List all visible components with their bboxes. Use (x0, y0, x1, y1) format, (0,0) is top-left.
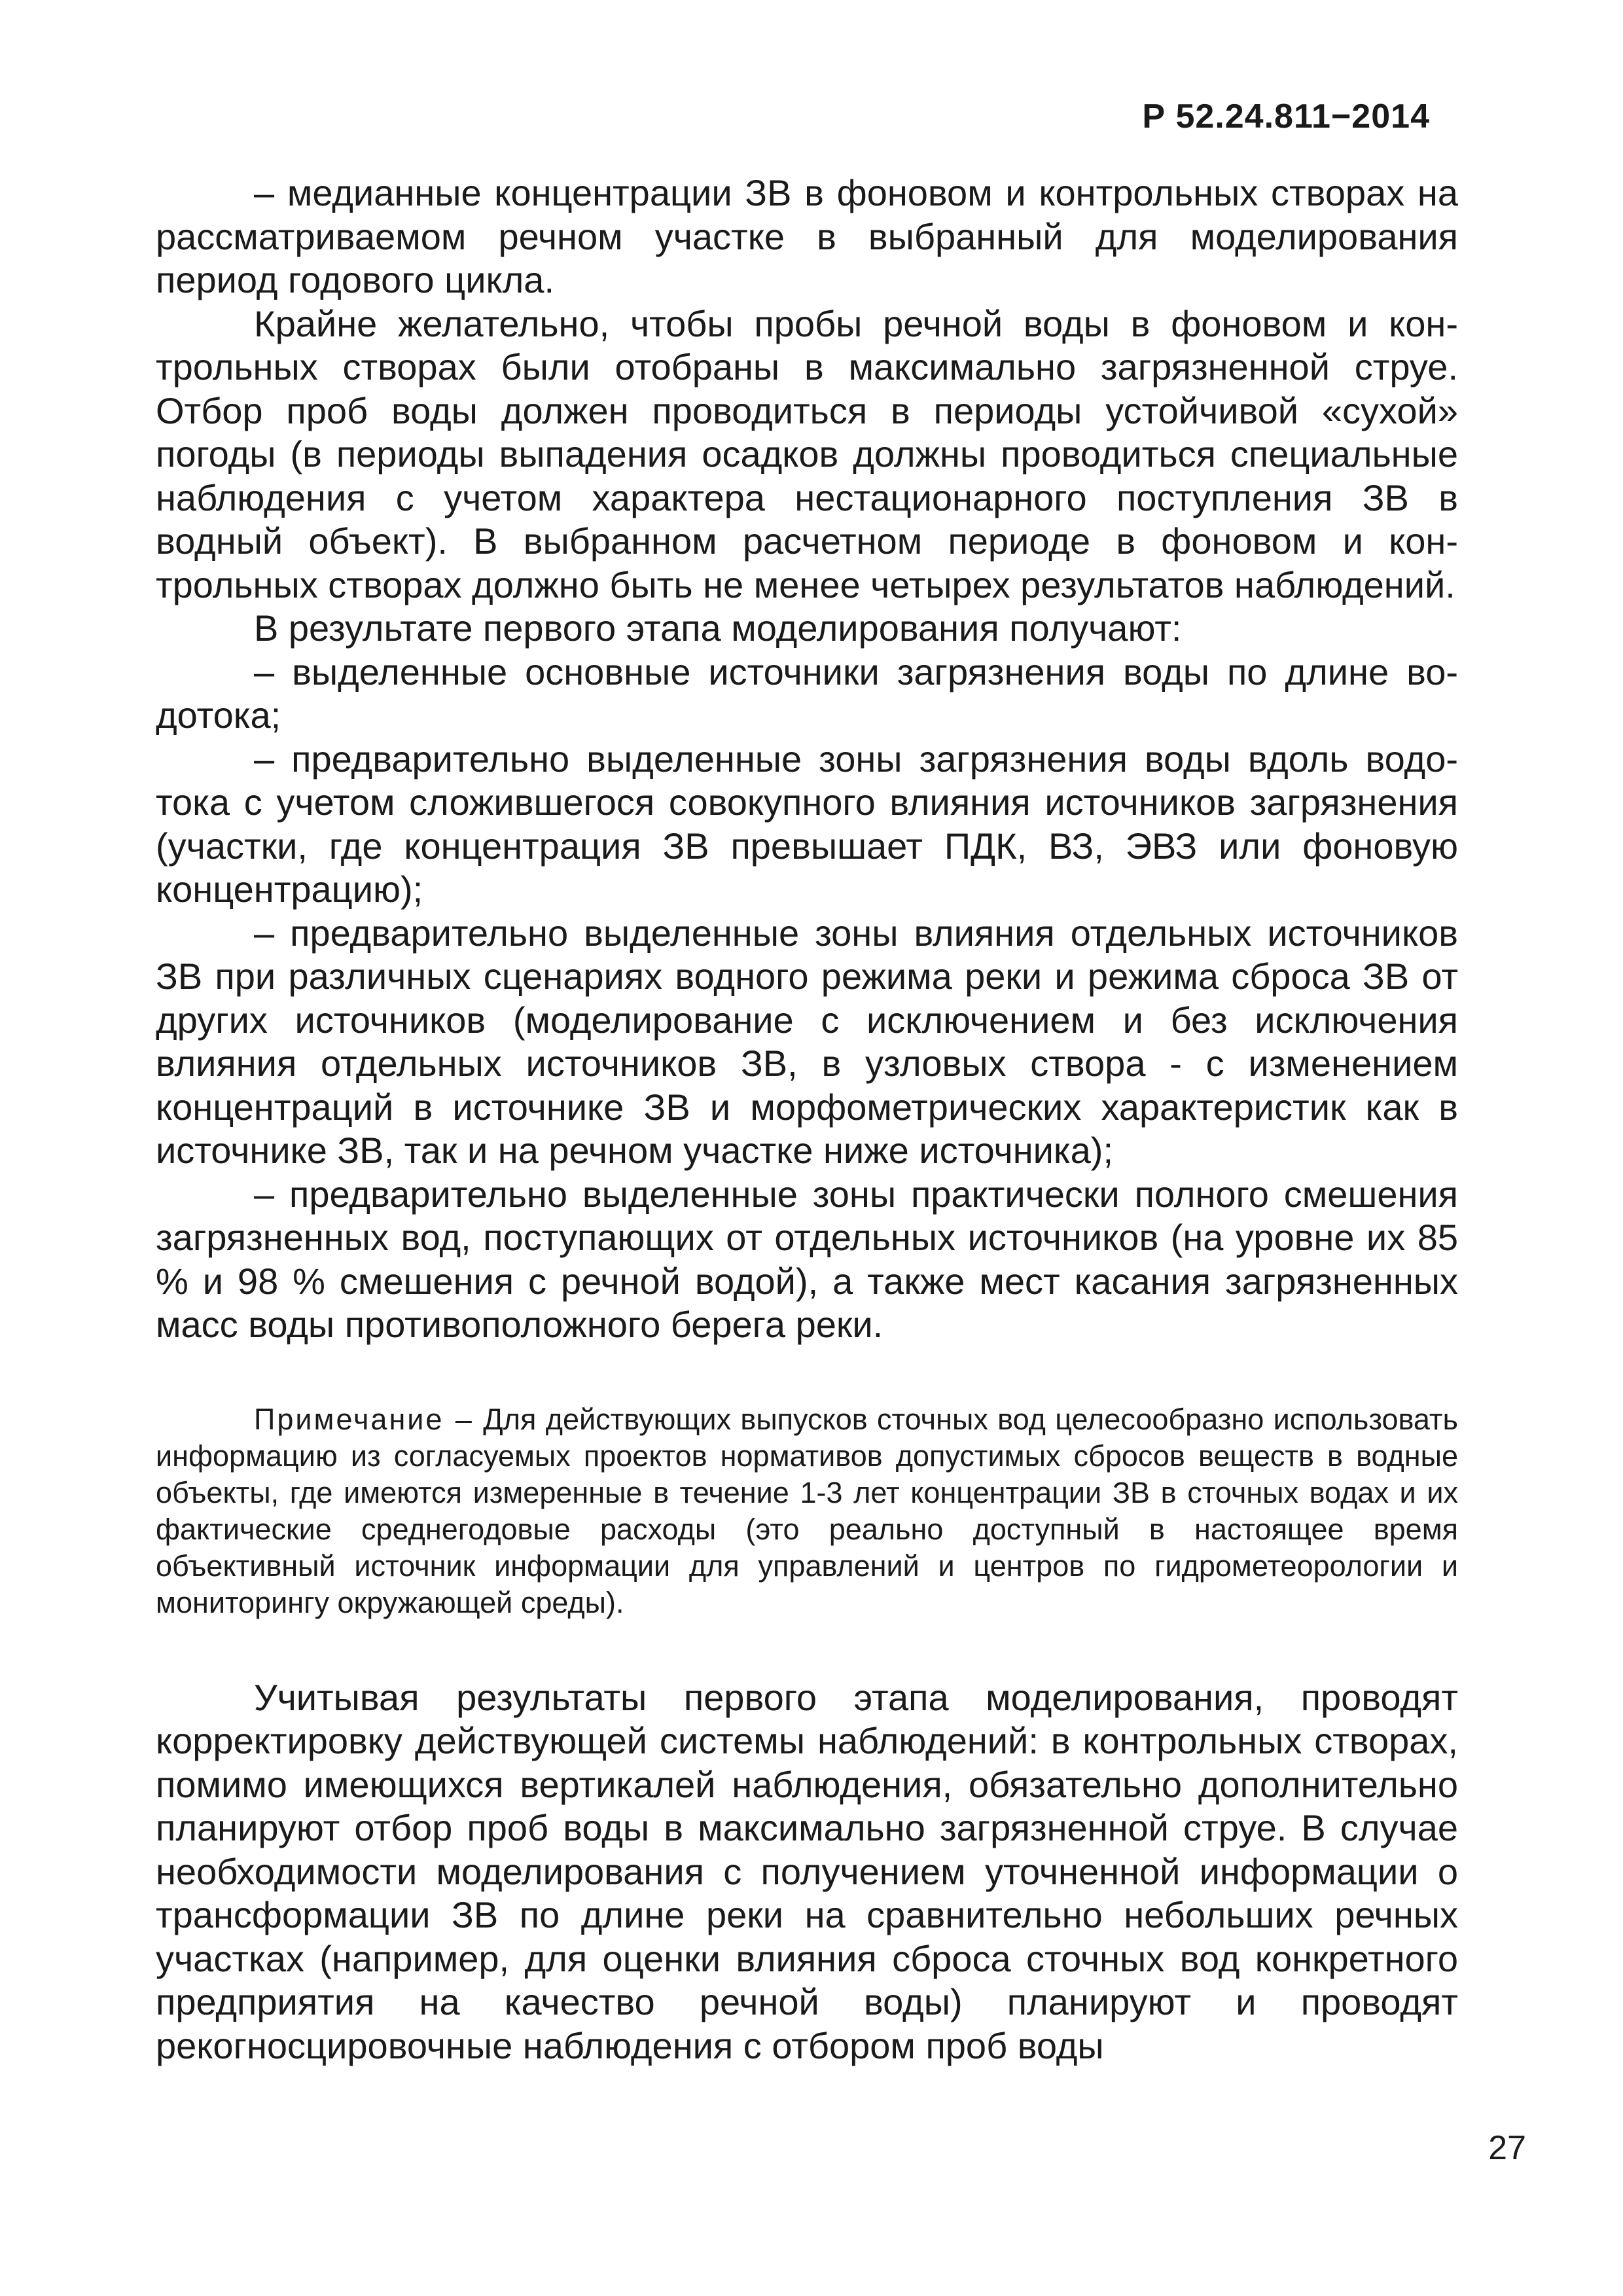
list-item-pollution-zones: – предварительно выделенные зоны загрязнения воды вдоль водотока с учетом сложившегося совокупного влияния источников загрязнения (участки, где концентрация ЗВ превышает ПДК, ВЗ, ЭВЗ или фоновую концентрацию); (156, 738, 1458, 910)
note-label: Примечание – (254, 1402, 474, 1436)
list-item-mixing-zones: – предварительно выделенные зоны практически полного смешения загрязненных вод, поступающих от отдельных источников (на уровне их 85 % и 98 % смешения с речной водой), а также мест касания загрязненных масс воды противоположного берега реки. (156, 1173, 1458, 1345)
list-item-pollution-sources: – выделенные основные источники загрязнения воды по длине водотока; (156, 651, 1458, 736)
paragraph-observation-correction: Учитывая результаты первого этапа моделирования, проводят корректировку действующей системы наблюдений: в контрольных створах, помимо имеющихся вертикалей наблюдения, обязательно дополнительно планируют отбор проб воды в максимально загрязненной струе. В случае необходимости моделирования с получением уточненной информации о трансформации ЗВ по длине реки на сравнительно небольших речных участках (например, для оценки влияния сброса сточных вод конкретного предприятия на качество речной воды) планируют и проводят рекогносцировочные наблюдения с отбором проб воды (156, 1676, 1458, 2066)
page-number: 27 (1488, 2129, 1526, 2167)
page-content (156, 171, 1458, 2068)
paragraph-sampling-recommendation: Крайне желательно, чтобы пробы речной воды в фоновом и контрольных створах были отобраны в максимально загрязненной струе. Отбор проб воды должен проводиться в периоды устойчивой «сухой» погоды (в периоды выпадения осадков должны проводиться специальные наблюдения с учетом характера нестационарного поступления ЗВ в водный объект). В выбранном расчетном периоде в фоновом и контрольных створах должно быть не менее четырех результатов наблюдений. (156, 302, 1458, 605)
note-block (156, 1401, 1458, 1621)
list-item-source-influence-zones: – предварительно выделенные зоны влияния отдельных источников ЗВ при различных сценариях водного режима реки и режима сброса ЗВ от других источников (моделирование с исключением и без исключения влияния отдельных источников ЗВ, в узловых створа - с изменением концентраций в источнике ЗВ и морфометрических характеристик как в источнике ЗВ, так и на речном участке ниже источника); (156, 912, 1458, 1171)
paragraph-median-concentrations: – медианные концентрации ЗВ в фоновом и контрольных створах на рассматриваемом речном участке в выбранный для моделирования период годового цикла. (156, 172, 1458, 300)
document-code-header: Р 52.24.811−2014 (1142, 98, 1430, 135)
paragraph-first-stage-results: В результате первого этапа моделирования получают: (254, 607, 1182, 649)
note-text: Для действующих выпусков сточных вод целесообразно использовать информацию из согласуемых проектов нормативов допустимых сбросов веществ в водные объекты, где имеются измеренные в течение 1-3 лет концентрации ЗВ в сточных водах и их фактические среднегодовые расходы (это реально доступный в настоящее время объективный источник информации для управлений и центров по гидрометеорологии и мониторингу окружающей среды). (156, 1402, 1458, 1619)
